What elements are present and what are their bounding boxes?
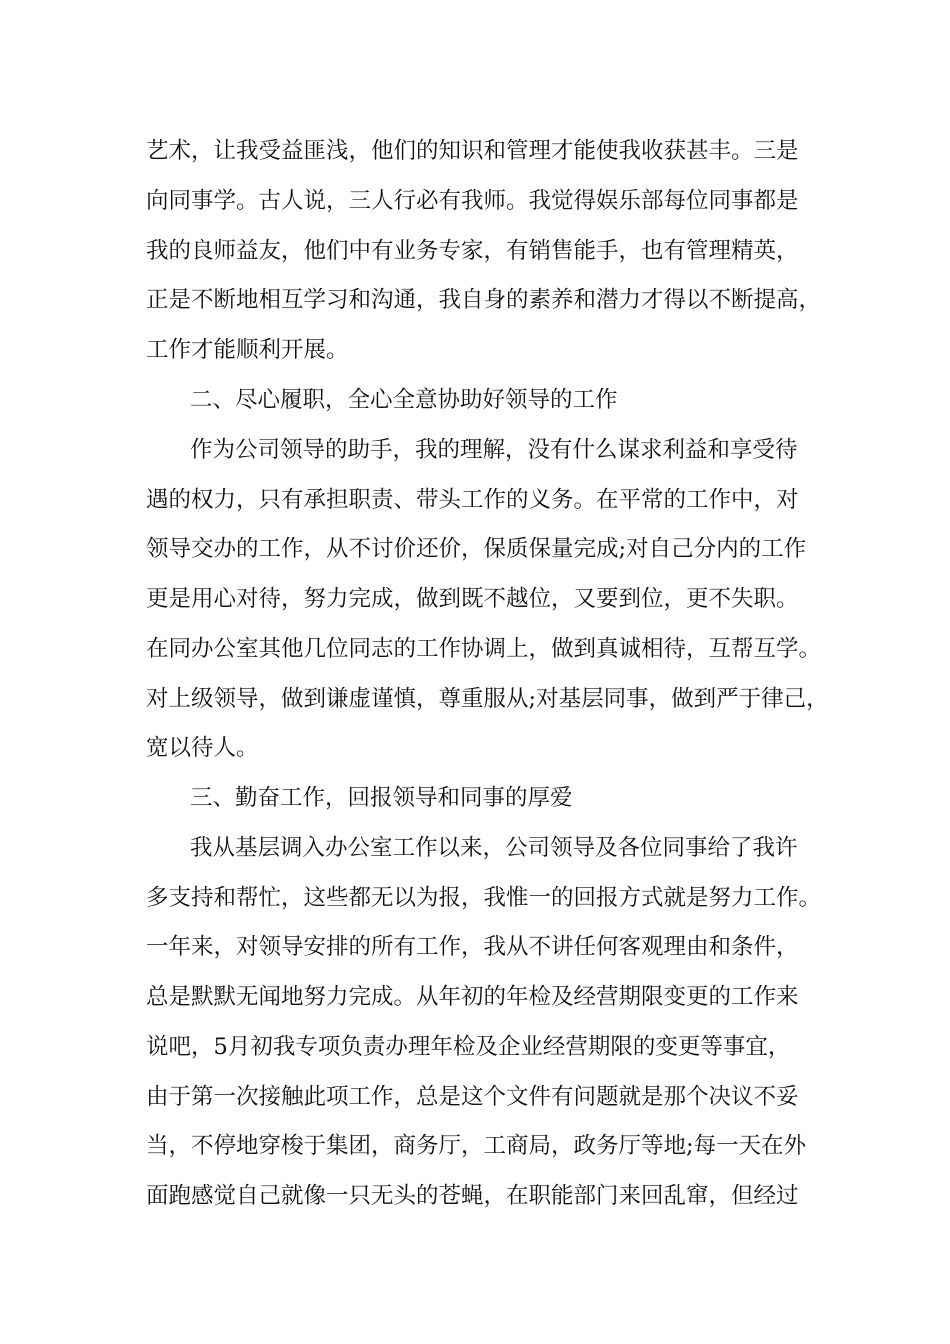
section-heading: 二、尽心履职，全心全意协助好领导的工作 bbox=[190, 387, 618, 413]
paragraph-first-line: 作为公司领导的助手，我的理解，没有什么谋求利益和享受待 bbox=[190, 437, 798, 463]
text-line: 遇的权力，只有承担职责、带头工作的义务。在平常的工作中，对 bbox=[146, 487, 799, 513]
text-line: 正是不断地相互学习和沟通，我自身的素养和潜力才得以不断提高， bbox=[146, 287, 822, 313]
text-line: 由于第一次接触此项工作，总是这个文件有问题就是那个决议不妥 bbox=[146, 1084, 799, 1110]
text-line: 我的良师益友，他们中有业务专家，有销售能手，也有管理精英， bbox=[146, 238, 799, 264]
text-line: 说吧，5月初我专项负责办理年检及企业经营期限的变更等事宜， bbox=[146, 1034, 791, 1060]
section-heading: 三、勤奋工作，回报领导和同事的厚爱 bbox=[190, 785, 573, 811]
text-line: 当，不停地穿梭于集团，商务厅，工商局，政务厅等地;每一天在外 bbox=[146, 1133, 807, 1159]
text-line: 向同事学。古人说，三人行必有我师。我觉得娱乐部每位同事都是 bbox=[146, 188, 799, 214]
paragraph-first-line: 我从基层调入办公室工作以来，公司领导及各位同事给了我许 bbox=[190, 835, 798, 861]
text-line: 面跑感觉自己就像一只无头的苍蝇，在职能部门来回乱窜，但经过 bbox=[146, 1183, 799, 1209]
text-line: 宽以待人。 bbox=[146, 735, 259, 761]
text-line: 艺术，让我受益匪浅，他们的知识和管理才能使我收获甚丰。三是 bbox=[146, 138, 799, 164]
text-line: 多支持和帮忙，这些都无以为报，我惟一的回报方式就是努力工作。 bbox=[146, 885, 822, 911]
text-line: 领导交办的工作，从不讨价还价，保质保量完成;对自己分内的工作 bbox=[146, 536, 807, 562]
text-line: 对上级领导，做到谦虚谨慎，尊重服从;对基层同事，做到严于律己， bbox=[146, 686, 829, 712]
text-line: 在同办公室其他几位同志的工作协调上，做到真诚相待，互帮互学。 bbox=[146, 636, 822, 662]
text-line: 总是默默无闻地努力完成。从年初的年检及经营期限变更的工作来 bbox=[146, 984, 799, 1010]
text-line: 更是用心对待，努力完成，做到既不越位，又要到位，更不失职。 bbox=[146, 586, 799, 612]
text-line: 一年来，对领导安排的所有工作，我从不讲任何客观理由和条件， bbox=[146, 934, 799, 960]
text-line: 工作才能顺利开展。 bbox=[146, 337, 349, 363]
